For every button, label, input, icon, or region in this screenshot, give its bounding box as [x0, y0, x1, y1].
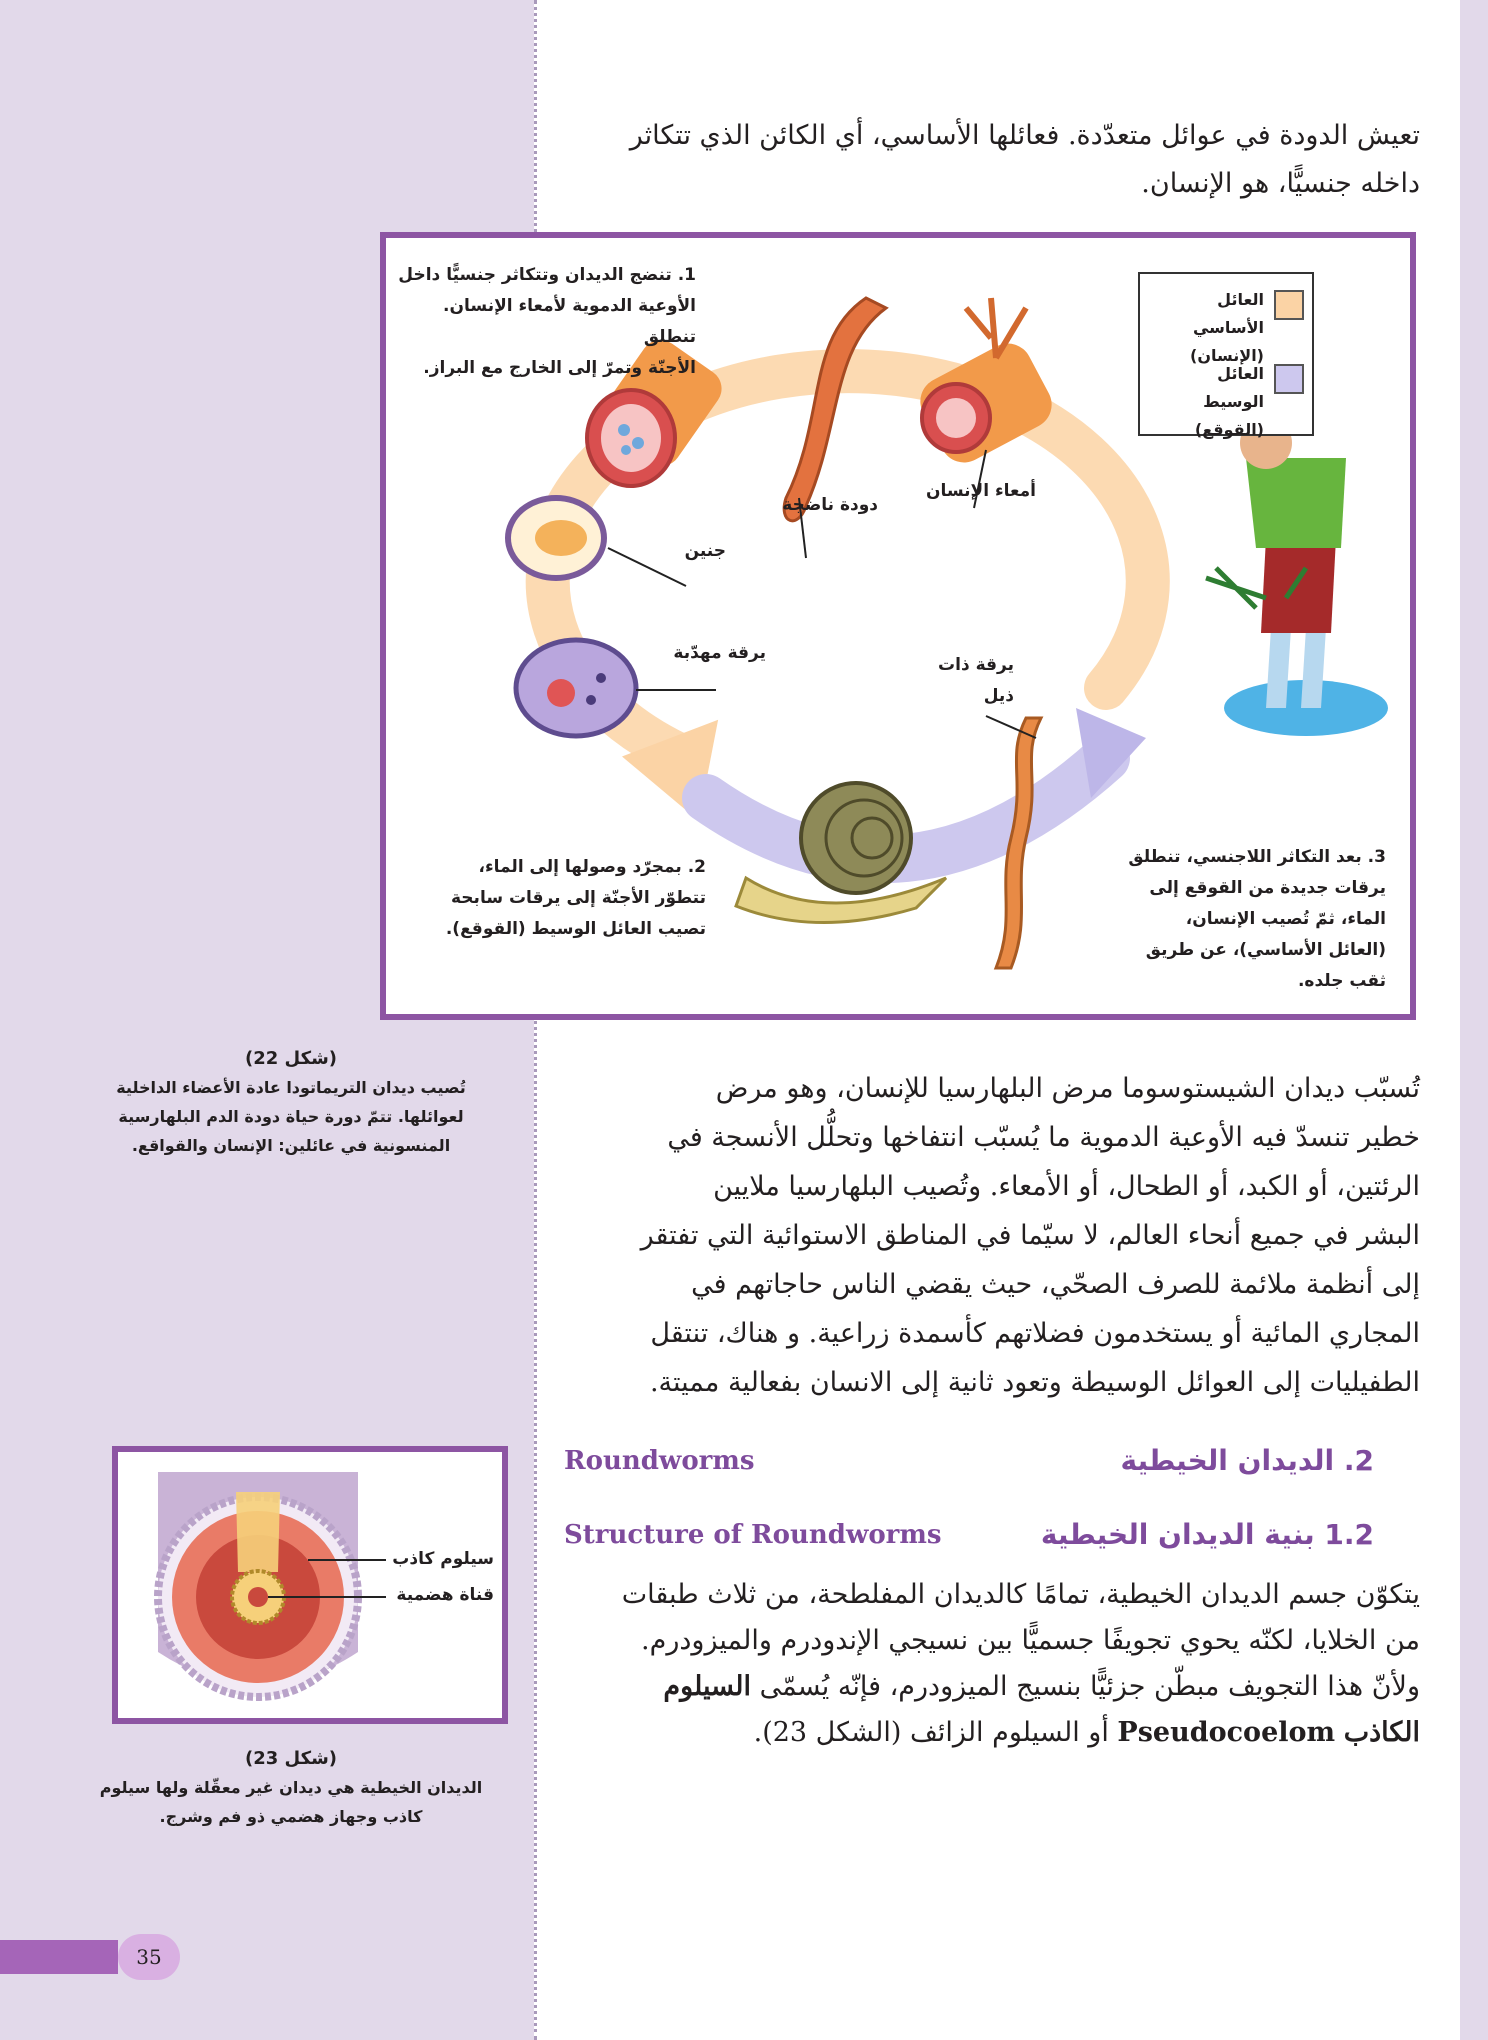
- primary-host-swatch: [1274, 290, 1304, 320]
- section-2-1-title-en: Structure of Roundworms: [564, 1520, 942, 1550]
- step-1-line: 1. تنضج الديدان وتتكاثر جنسيًّا داخل: [398, 265, 696, 285]
- structure-paragraph: [560, 1572, 1420, 1756]
- legend-intermediate-text: [1152, 360, 1264, 444]
- step-3-line: (العائل الأساسي)، عن طريق: [1145, 940, 1386, 960]
- page-number-bar: [0, 1940, 118, 1974]
- step-3-line: الماء، ثمّ تُصيب الإنسان،: [1185, 909, 1386, 929]
- structure-line: [560, 1710, 1420, 1756]
- figure-22-caption-line: المنسونية في عائلين: الإنسان والقواقع.: [131, 1136, 451, 1155]
- figure-23-caption-line: الديدان الخيطية هي ديدان غير معقّلة ولها سيلوم: [99, 1778, 483, 1797]
- legend-primary-line: العائل الأساسي: [1192, 290, 1264, 337]
- structure-line: يتكوّن جسم الديدان الخيطية، تمامًا كالديدان المفلطحة، من ثلاث طبقات: [621, 1579, 1420, 1610]
- structure-line: من الخلايا، لكنّه يحوي تجويفًا جسميًّا بين نسيجي الإندودرم والميزودرم.: [641, 1625, 1420, 1656]
- figure-23-caption-line: كاذب وجهاز هضمي ذو فم وشرج.: [159, 1807, 423, 1826]
- label-pseudocoelom: سيلوم كاذب: [392, 1549, 494, 1569]
- paragraph-line: البشر في جميع أنحاء العالم، لا سيّما في المناطق الاستوائية التي تفتقر: [640, 1220, 1420, 1251]
- page-number: 35: [118, 1934, 180, 1980]
- section-2-title-ar-text: الديدان الخيطية: [1120, 1444, 1335, 1477]
- paragraph-line: المجاري المائية أو يستخدمون فضلاتهم كأسمدة زراعية. و هناك، تنتقل: [650, 1318, 1420, 1349]
- term-pseudocoelom-en: Pseudocoelom: [1117, 1717, 1336, 1748]
- step-3-line: 3. بعد التكاثر اللاجنسي، تنطلق: [1128, 847, 1386, 867]
- paragraph-line: خطير تنسدّ فيه الأوعية الدموية ما يُسبّب انتفاخها وتحلُّل الأنسجة في: [667, 1122, 1420, 1153]
- intro-line: داخله جنسيًّا، هو الإنسان.: [1141, 168, 1420, 199]
- figure-legend: [1138, 272, 1314, 439]
- paragraph-line: الرئتين، أو الكبد، أو الطحال، أو الأمعاء. وتُصيب البلهارسيا ملايين: [713, 1171, 1420, 1202]
- label-ciliated-larva: يرقة مهدّبة: [673, 643, 766, 663]
- step-1-description: [396, 260, 696, 384]
- term-pseudocoelom-ar-1: السيلوم: [663, 1671, 751, 1702]
- step-2-description: [406, 852, 706, 945]
- right-edge-strip: [1460, 0, 1488, 2040]
- step-2-line: تتطوّر الأجنّة إلى يرقات سابحة: [451, 888, 706, 908]
- figure-22-caption: [56, 1044, 526, 1160]
- structure-line: [560, 1664, 1420, 1710]
- intro-paragraph: [560, 112, 1420, 208]
- figure-23-caption: [56, 1744, 526, 1831]
- step-3-description: [1086, 842, 1386, 997]
- section-2-1-title-ar: [1041, 1518, 1374, 1551]
- step-1-line: الأجنّة وتمرّ إلى الخارج مع البراز.: [423, 358, 696, 378]
- paragraph-line: إلى أنظمة ملائمة للصرف الصحّي، حيث يقضي الناس حاجاتهم في: [691, 1269, 1420, 1300]
- figure-23-cross-section: [112, 1446, 508, 1724]
- label-tailed-larva: [904, 650, 1014, 712]
- legend-intermediate-line: (القوقع): [1194, 420, 1264, 439]
- person-in-water-illustration: [1206, 417, 1388, 736]
- legend-primary-text: [1152, 286, 1264, 370]
- step-3-line: ثقب جلده.: [1297, 971, 1386, 991]
- legend-intermediate-line: العائل الوسيط: [1203, 364, 1264, 411]
- section-2-1-number: 1.2: [1324, 1518, 1374, 1551]
- tailed-larva-line: ذيل: [983, 686, 1014, 706]
- legend-primary-line: (الإنسان): [1190, 346, 1264, 365]
- figure-22-caption-line: لعوائلها. تتمّ دورة حياة دودة الدم البلهارسية: [118, 1107, 464, 1126]
- legend-primary-host: [1152, 286, 1304, 370]
- step-2-line: تصيب العائل الوسيط (القوقع).: [445, 919, 706, 939]
- intermediate-host-swatch: [1274, 364, 1304, 394]
- term-pseudocoelom-ar-2: الكاذب: [1343, 1717, 1420, 1748]
- section-2-number: 2.: [1343, 1444, 1374, 1477]
- legend-intermediate-host: [1152, 360, 1304, 444]
- label-mature-worm: دودة ناضجة: [782, 495, 878, 515]
- figure-22-lifecycle: [380, 232, 1416, 1020]
- structure-line-3-text: ولأنّ هذا التجويف مبطّن جزئيًّا بنسيج الميزودرم، فإنّه يُسمّى: [759, 1671, 1420, 1702]
- section-2-title-ar: [1121, 1444, 1375, 1477]
- step-1-line: الأوعية الدموية لأمعاء الإنسان. تنطلق: [443, 296, 696, 347]
- figure-22-caption-title: (شكل 22): [244, 1048, 338, 1069]
- structure-line-4-text: أو السيلوم الزائف (الشكل 23).: [753, 1717, 1109, 1748]
- paragraph-line: تُسبّب ديدان الشيستوسوما مرض البلهارسيا للإنسان، وهو مرض: [715, 1073, 1420, 1104]
- step-3-line: يرقات جديدة من القوقع إلى: [1149, 878, 1386, 898]
- section-2-1-title-ar-text: بنية الديدان الخيطية: [1040, 1518, 1315, 1551]
- label-embryo: جنين: [684, 541, 726, 561]
- section-2-title-en: Roundworms: [564, 1446, 755, 1476]
- tailed-larva-line: يرقة ذات: [938, 655, 1014, 675]
- label-human-intestine: أمعاء الإنسان: [925, 481, 1036, 501]
- intro-line: تعيش الدودة في عوائل متعدّدة. فعائلها الأساسي، أي الكائن الذي تتكاثر: [629, 120, 1420, 151]
- bilharzia-paragraph: [560, 1064, 1420, 1407]
- figure-22-caption-line: تُصيب ديدان التريماتودا عادة الأعضاء الداخلية: [116, 1078, 466, 1097]
- figure-23-caption-title: (شكل 23): [244, 1748, 338, 1769]
- paragraph-line: الطفيليات إلى العوائل الوسيطة وتعود ثانية إلى الانسان بفعالية مميتة.: [649, 1367, 1420, 1398]
- label-digestive-tract: قناة هضمية: [396, 1585, 494, 1605]
- step-2-line: 2. بمجرّد وصولها إلى الماء،: [478, 857, 706, 877]
